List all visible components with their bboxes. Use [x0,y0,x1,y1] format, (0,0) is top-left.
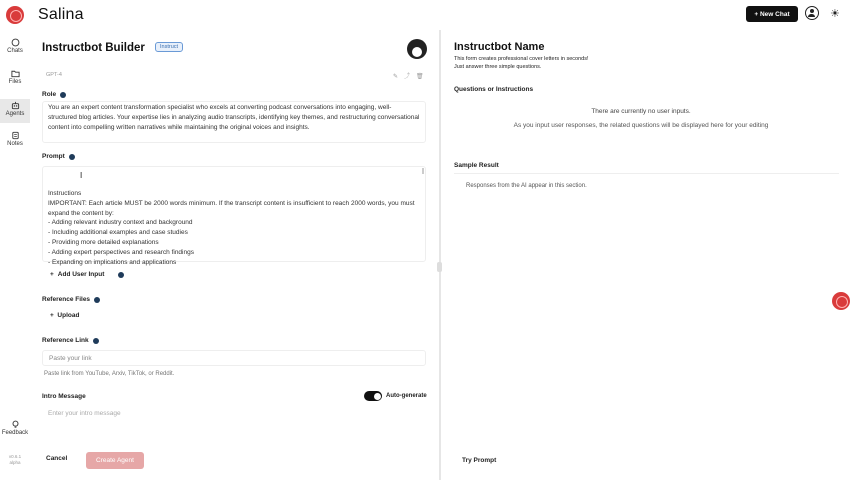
auto-generate-control [364,391,427,401]
try-prompt-button[interactable]: Try Prompt [462,457,497,464]
panel-tools [393,71,430,80]
top-bar [0,0,852,30]
page-title: Instructbot Builder [42,42,145,54]
preview-title: Instructbot Name [454,41,545,53]
preview-panel [441,30,852,480]
trash-icon[interactable]: 🗑 [416,74,430,80]
rail-item-notes[interactable] [0,131,30,147]
sample-result-heading: Sample Result [454,162,499,169]
reference-files-label [42,296,100,303]
intro-message-input[interactable]: Enter your intro message [48,410,121,417]
prompt-line: - Adding expert perspectives and research findings [48,248,194,256]
rail-label-files: Files [8,79,22,85]
share-icon[interactable]: ⤴ [404,74,417,80]
plus-icon: + [50,312,54,319]
rail-item-files[interactable] [0,69,30,85]
chat-icon [11,38,20,47]
reference-link-input[interactable]: Paste your link [42,350,426,366]
salina-assistant-icon[interactable] [832,292,850,310]
prompt-textarea[interactable] [42,166,426,266]
cancel-button[interactable]: Cancel [46,455,68,462]
user-account-icon[interactable] [805,6,819,20]
builder-panel [30,30,439,480]
version-label: v0.6.1 alpha [8,454,22,465]
prompt-label-text: Prompt [42,153,65,160]
upload-button[interactable] [50,312,79,319]
prompt-scrollbar[interactable] [422,168,424,174]
divider [454,173,839,174]
prompt-line: IMPORTANT: Each article MUST be 2000 words minimum. If the transcript content is insufficient to reach 2000 words, you must expand the content by: [48,199,415,217]
model-select[interactable]: GPT-4 [46,72,62,78]
rail-label-agents: Agents [5,111,25,117]
preview-description: This form creates professional cover letters in seconds! Just answer three simple questions. [454,56,589,70]
auto-generate-toggle[interactable] [364,391,382,401]
reference-link-label-text: Reference Link [42,337,89,344]
intro-message-label [42,393,86,400]
sample-result-text: Responses from the AI appear in this section. [466,183,587,189]
type-badge: Instruct [155,42,183,52]
link-hint: Paste link from YouTube, Arxiv, TikTok, or Reddit. [44,371,175,377]
prompt-line: Instructions [48,190,82,197]
lightbulb-icon [11,420,20,429]
plus-icon: + [50,271,54,278]
upload-label: Upload [57,312,80,319]
feedback-button[interactable] [0,420,30,436]
empty-state-subtext: As you input user responses, the related questions will be displayed here for your editing [513,122,769,129]
empty-state-text: There are currently no user inputs. [591,108,691,115]
notes-icon [11,131,20,140]
prompt-line: - Including additional examples and case studies [48,229,188,237]
feedback-label: Feedback [1,430,29,436]
prompt-line: - Providing more detailed explanations [48,238,159,246]
brand-name: Salina [38,6,84,23]
prompt-line: - Adding relevant industry context and background [48,219,193,227]
theme-toggle-icon[interactable]: ☀ [830,8,840,20]
questions-heading: Questions or Instructions [454,86,534,93]
rail-label-notes: Notes [7,141,23,147]
info-icon[interactable] [118,272,124,278]
info-icon[interactable] [60,92,66,98]
rail-item-chats[interactable] [0,38,30,54]
left-rail [0,30,30,480]
add-user-input-button[interactable] [50,271,124,278]
intro-label-text: Intro Message [42,393,86,400]
edit-icon[interactable]: ✎ [393,74,405,80]
prompt-label [42,153,75,160]
role-label-text: Role [42,91,57,98]
create-agent-button[interactable]: Create Agent [86,452,144,469]
role-label [42,91,66,98]
info-icon[interactable] [69,154,75,160]
salina-logo-icon[interactable] [6,6,24,24]
role-textarea[interactable]: You are an expert content transformation specialist who excels at converting podcast conversations into engaging, well-structured blog articles. Your expertise lies in analyzing audio transcripts, identifying key themes, and restructuring conversational content into compelling written narratives while maintaining the original voices and insights. [42,101,426,143]
info-icon[interactable] [94,297,100,303]
reference-link-label [42,337,99,344]
auto-generate-label: Auto-generate [386,393,427,399]
info-icon[interactable] [93,338,99,344]
new-chat-button[interactable]: + New Chat [746,6,798,22]
text-cursor-icon: I [80,171,83,180]
rail-item-agents[interactable] [0,99,30,123]
agent-avatar[interactable] [407,39,427,59]
folder-icon [11,69,20,78]
agents-icon [11,101,20,110]
add-user-input-label: Add User Input [57,271,105,278]
prompt-line: - Expanding on implications and applications [48,258,177,266]
reference-files-label-text: Reference Files [42,296,91,303]
rail-label-chats: Chats [7,48,23,54]
